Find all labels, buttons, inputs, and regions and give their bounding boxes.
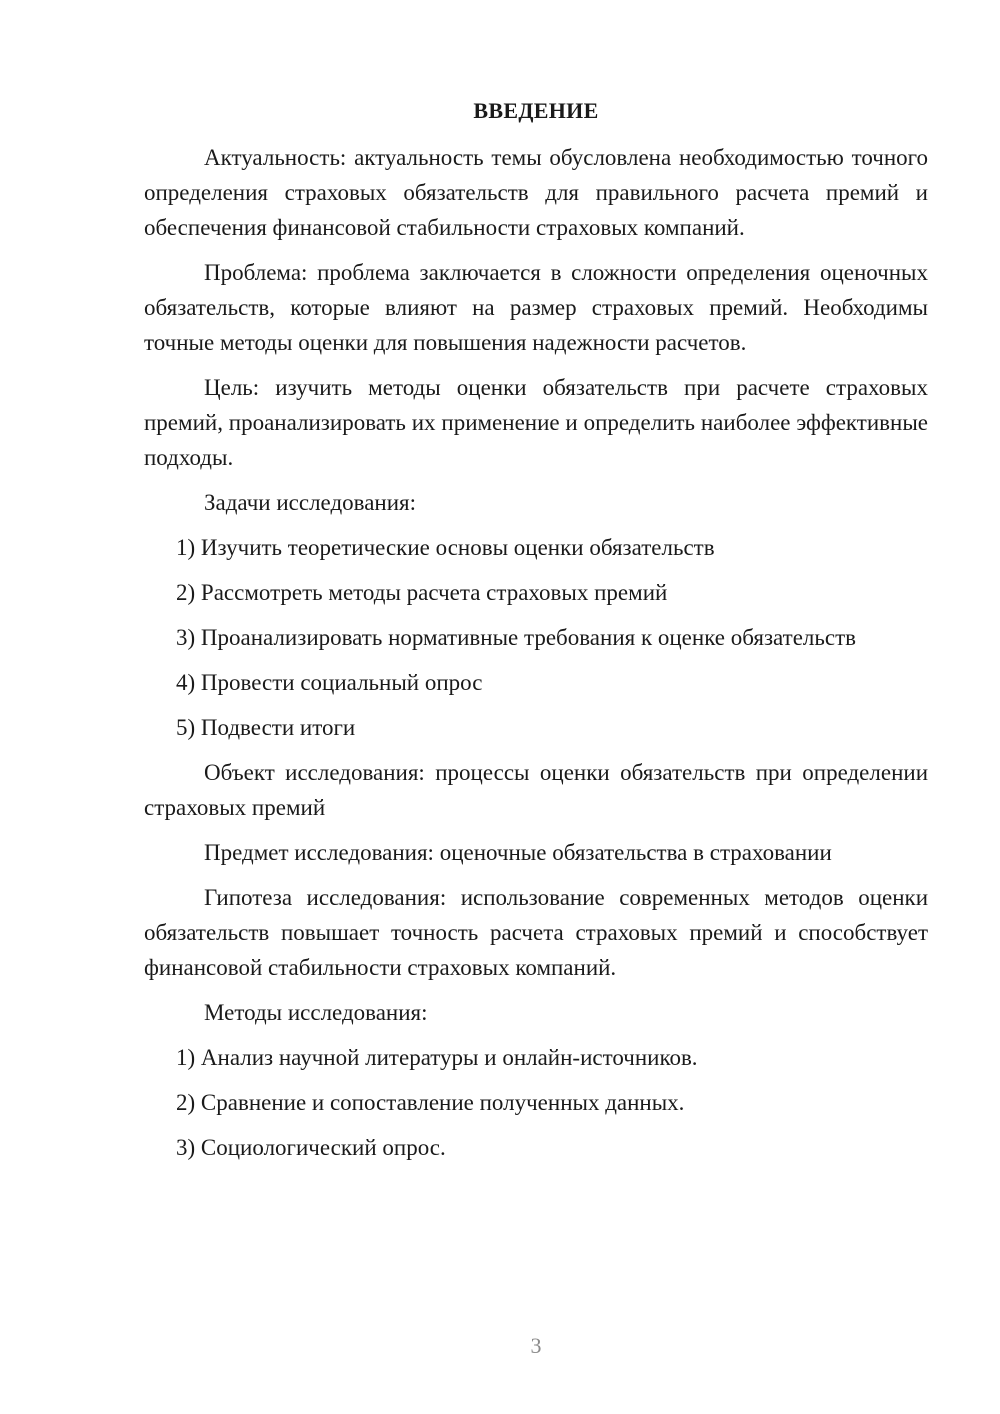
method-item: 1) Анализ научной литературы и онлайн-источников.: [176, 1045, 698, 1070]
relevance-paragraph: Актуальность: актуальность темы обусловлена необходимостью точного определения страховых обязательств для правильного расчета премий и обеспечения финансовой стабильности страховых компаний.: [144, 145, 928, 240]
task-item: 2) Рассмотреть методы расчета страховых премий: [176, 580, 668, 605]
hypothesis-paragraph: Гипотеза исследования: использование современных методов оценки обязательств повышает точность расчета страховых премий и способствует финансовой стабильности страховых компаний.: [144, 885, 928, 980]
task-item: 4) Провести социальный опрос: [176, 670, 483, 695]
section-title: ВВЕДЕНИЕ: [473, 98, 599, 123]
subject-paragraph: Предмет исследования: оценочные обязательства в страховании: [204, 840, 832, 865]
page-content: [144, 96, 928, 1175]
task-item: 3) Проанализировать нормативные требования к оценке обязательств: [176, 625, 857, 650]
problem-paragraph: Проблема: проблема заключается в сложности определения оценочных обязательств, которые влияют на размер страховых премий. Необходимы точные методы оценки для повышения надежности расчетов.: [144, 260, 928, 355]
task-item: 5) Подвести итоги: [176, 715, 356, 740]
method-item: 2) Сравнение и сопоставление полученных данных.: [176, 1090, 685, 1115]
tasks-heading: Задачи исследования:: [204, 490, 417, 515]
task-item: 1) Изучить теоретические основы оценки обязательств: [176, 535, 715, 560]
methods-heading: Методы исследования:: [204, 1000, 428, 1025]
method-item: 3) Социологический опрос.: [176, 1135, 446, 1160]
tasks-list: [144, 530, 928, 745]
page-number: 3: [530, 1333, 542, 1358]
object-paragraph: Объект исследования: процессы оценки обязательств при определении страховых премий: [144, 760, 928, 820]
goal-paragraph: Цель: изучить методы оценки обязательств при расчете страховых премий, проанализировать их применение и определить наиболее эффективные подходы.: [144, 375, 928, 470]
methods-list: [144, 1040, 928, 1165]
